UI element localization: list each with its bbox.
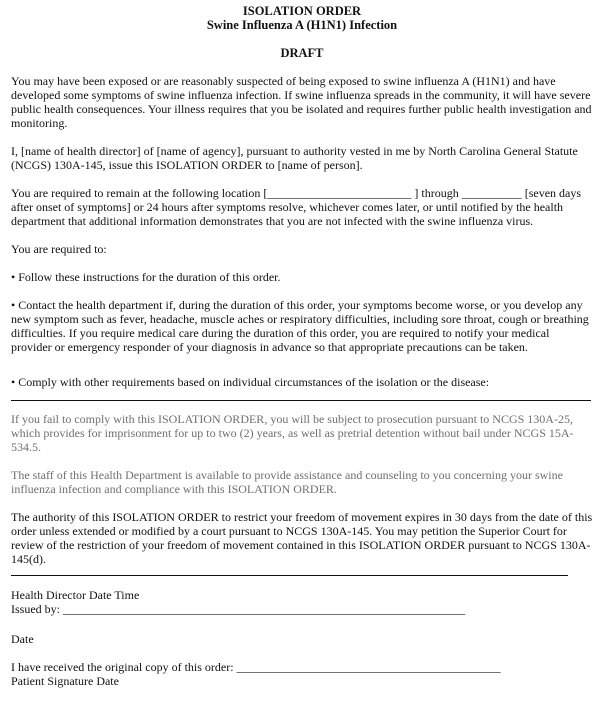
bullet-contact-health-department: • Contact the health department if, during the duration of this order, your symptoms become worse, or you develop any new symptom such as fever, headache, muscle aches or respiratory difficulties, including sore throat, cough or breathing difficulties. If you require medical care during the duration of this order, you are required to notify your medical provider or emergency responder of your diagnosis in advance so that appropriate precautions can be taken.: [11, 298, 589, 354]
signature-separator-line: [11, 575, 568, 576]
health-director-signature-label: Health Director Date Time: [11, 588, 140, 602]
isolation-order-document: [11, 4, 593, 688]
requirements-intro: You are required to:: [11, 242, 107, 256]
issued-by-line: Issued by: ___________________________________________________________________: [11, 602, 465, 616]
received-copy-line: I have received the original copy of this order: ____________________________________________: [11, 660, 501, 674]
staff-assistance-paragraph: The staff of this Health Department is available to provide assistance and counseling to you concerning your swine influenza infection and compliance with this ISOLATION ORDER.: [11, 468, 563, 496]
patient-signature-label: Patient Signature Date: [11, 674, 119, 688]
bullet-comply-other: • Comply with other requirements based on individual circumstances of the isolation or the disease:: [11, 375, 490, 389]
expiration-paragraph: The authority of this ISOLATION ORDER to restrict your freedom of movement expires in 30 days from the date of this order unless extended or modified by a court pursuant to NCGS 130A-145. You may petition the Superior Court for review of the restriction of your freedom of movement contained in this ISOLATION ORDER pursuant to NCGS 130A-145(d).: [11, 510, 593, 566]
location-paragraph: You are required to remain at the following location [________________________ ] through __________ [seven days after onset of symptoms] or 24 hours after symptoms resolve, whichever comes later, or until notified by the health department that additional information demonstrates that you are not infected with the swine influenza virus.: [11, 186, 582, 228]
document-title: ISOLATION ORDER: [242, 4, 362, 18]
date-label: Date: [11, 632, 34, 646]
draft-heading: DRAFT: [280, 46, 324, 60]
document-subtitle: Swine Influenza A (H1N1) Infection: [206, 18, 398, 32]
authority-paragraph: I, [name of health director] of [name of agency], pursuant to authority vested in me by North Carolina General Statute (NCGS) 130A-145, issue this ISOLATION ORDER to [name of person].: [11, 144, 578, 172]
exposure-paragraph: You may have been exposed or are reasonably suspected of being exposed to swine influenza A (H1N1) and have developed some symptoms of swine influenza infection. If swine influenza spreads in the community, it will have severe public health consequences. Your illness requires that you be isolated and requires further public health investigation and monitoring.: [11, 74, 592, 130]
other-requirements-blank-line: [11, 400, 591, 401]
bullet-follow-instructions: • Follow these instructions for the duration of this order.: [11, 270, 281, 284]
penalty-paragraph: If you fail to comply with this ISOLATION ORDER, you will be subject to prosecution pursuant to NCGS 130A-25, which provides for imprisonment for up to two (2) years, as well as pretrial detention without bail under NCGS 15A-534.5.: [11, 412, 574, 454]
